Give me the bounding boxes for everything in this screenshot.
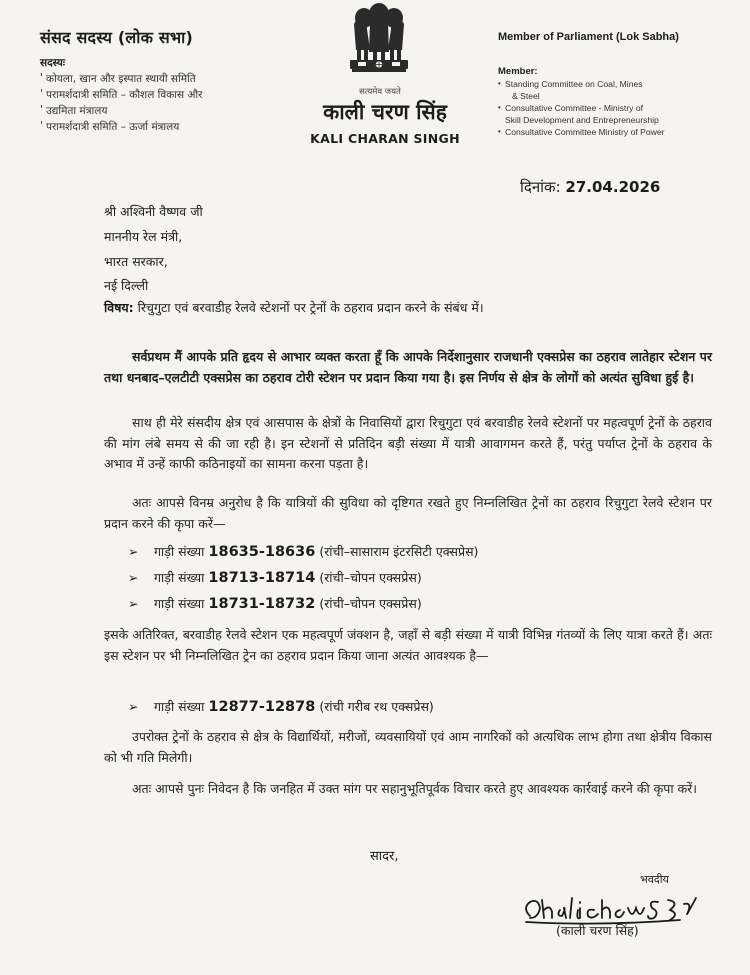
body-paragraph-3: अतः आपसे विनम्र अनुरोध है कि यात्रियों की सुविधा को दृष्टिगत रखते हुए निम्नलिखित ट्रेनों का ठहराव रिचुगुटा रेलवे स्टेशन पर प्रदान करने की कृपा करें—	[104, 495, 712, 531]
mp-name-english: KALI CHARAN SINGH	[310, 131, 460, 146]
train-item	[128, 698, 434, 715]
closing-salutation: सादर,	[370, 849, 399, 864]
committee-item: • Consultative Committee Ministry of Power	[498, 126, 723, 138]
train-prefix: गाड़ी संख्या	[153, 544, 205, 559]
arrow-bullet-icon: ➢	[128, 596, 139, 611]
date-value: 27.04.2026	[565, 178, 661, 196]
address-line: माननीय रेल मंत्री,	[104, 229, 183, 244]
header-left-committees	[40, 71, 300, 135]
train-name: (रांची–सासाराम इंटरसिटी एक्सप्रेस)	[319, 544, 479, 559]
letter-date	[520, 177, 660, 197]
train-number: 18713-18714	[208, 570, 316, 586]
address-line: भारत सरकार,	[104, 254, 168, 269]
header-left-member-label: सदस्यः	[40, 57, 65, 69]
header-right-member-label: Member:	[498, 66, 538, 77]
train-name: (रांची–चोपन एक्सप्रेस)	[319, 596, 422, 611]
body-paragraph-5: उपरोक्त ट्रेनों के ठहराव से क्षेत्र के विद्यार्थियों, मरीजों, व्यवसायियों एवं आम नागरिकों को अत्यधिक लाभ होगा तथा क्षेत्रीय विकास को भी गति मिलेगी।	[104, 729, 712, 765]
body-paragraph-4: इसके अतिरिक्त, बरवाडीह रेलवे स्टेशन एक महत्वपूर्ण जंक्शन है, जहाँ से बड़ी संख्या में यात्री विभिन्न गंतव्यों के लिए यात्रा करते हैं। अतः इस स्टेशन पर भी निम्नलिखित ट्रेन का ठहराव प्रदान किया जाना अत्यंत आवश्यक है—	[104, 627, 712, 663]
header-left-title: संसद सदस्य (लोक सभा)	[40, 28, 193, 47]
committee-item: • Consultative Committee - Ministry of	[498, 102, 723, 114]
committee-item: ' परामर्शदात्री समिति – कौशल विकास और	[40, 87, 300, 103]
train-name: (रांची–चोपन एक्सप्रेस)	[319, 570, 422, 585]
train-item	[128, 543, 478, 560]
committee-item: ' उद्यमिता मंत्रालय	[40, 103, 300, 119]
train-name: (रांची गरीब रथ एक्सप्रेस)	[319, 699, 434, 714]
train-number: 12877-12878	[208, 699, 316, 715]
train-prefix: गाड़ी संख्या	[153, 570, 205, 585]
arrow-bullet-icon: ➢	[128, 570, 139, 585]
signatory-name: (काली चरण सिंह)	[556, 923, 639, 938]
committee-item-continued: Skill Development and Entrepreneurship	[505, 115, 659, 125]
committee-item: ' परामर्शदात्री समिति – ऊर्जा मंत्रालय	[40, 119, 300, 135]
body-paragraph-6: अतः आपसे पुनः निवेदन है कि जनहित में उक्त मांग पर सहानुभूतिपूर्वक विचार करते हुए आवश्यक कार्रवाई करने की कृपा करें।	[132, 781, 698, 796]
mp-name-hindi: काली चरण सिंह	[323, 100, 447, 124]
national-emblem-icon	[340, 2, 418, 84]
letter-subject	[104, 299, 724, 316]
address-line: नई दिल्ली	[104, 278, 149, 293]
subject-label: विषय:	[104, 300, 134, 315]
arrow-bullet-icon: ➢	[128, 699, 139, 714]
subject-text: रिचुगुटा एवं बरवाडीह रेलवे स्टेशनों पर ट्रेनों के ठहराव प्रदान करने के संबंध में।	[137, 300, 484, 315]
train-item	[128, 595, 422, 612]
date-label: दिनांक:	[520, 178, 561, 196]
train-item	[128, 569, 422, 586]
committee-item: ' कोयला, खान और इस्पात स्थायी समिति	[40, 71, 300, 87]
body-paragraph-1: सर्वप्रथम मैं आपके प्रति हृदय से आभार व्यक्त करता हूँ कि आपके निर्देशानुसार राजधानी एक्सप्रेस का ठहराव लातेहार स्टेशन पर तथा धनबाद–एलटीटी एक्सप्रेस का ठहराव टोरी स्टेशन पर प्रदान किया गया है। इस निर्णय से क्षेत्र के लोगों को अत्यंत सुविधा हुई है।	[104, 349, 712, 385]
address-line: श्री अश्विनी वैष्णव जी	[104, 204, 203, 219]
body-paragraph-2: साथ ही मेरे संसदीय क्षेत्र एवं आसपास के क्षेत्रों के निवासियों द्वारा रिचुगुटा एवं बरवाडीह रेलवे स्टेशनों पर महत्वपूर्ण ट्रेनों के ठहराव की मांग लंबे समय से की जा रही है। इन स्टेशनों से प्रतिदिन बड़ी संख्या में यात्री आवागमन करते हैं, परंतु पर्याप्त ट्रेनों के ठहराव के अभाव में उन्हें काफी कठिनाइयों का सामना करना पड़ता है।	[104, 415, 712, 471]
committee-item-continued: & Steel	[512, 91, 540, 101]
committee-item: • Standing Committee on Coal, Mines	[498, 78, 723, 90]
train-number: 18635-18636	[208, 544, 316, 560]
header-right-title: Member of Parliament (Lok Sabha)	[498, 31, 679, 43]
arrow-bullet-icon: ➢	[128, 544, 139, 559]
train-prefix: गाड़ी संख्या	[153, 596, 205, 611]
train-prefix: गाड़ी संख्या	[153, 699, 205, 714]
closing-bhavadiya: भवदीय	[640, 873, 669, 886]
train-number: 18731-18732	[208, 596, 316, 612]
header-right-committees	[498, 78, 723, 138]
emblem-motto: सत्यमेव जयते	[359, 87, 401, 97]
